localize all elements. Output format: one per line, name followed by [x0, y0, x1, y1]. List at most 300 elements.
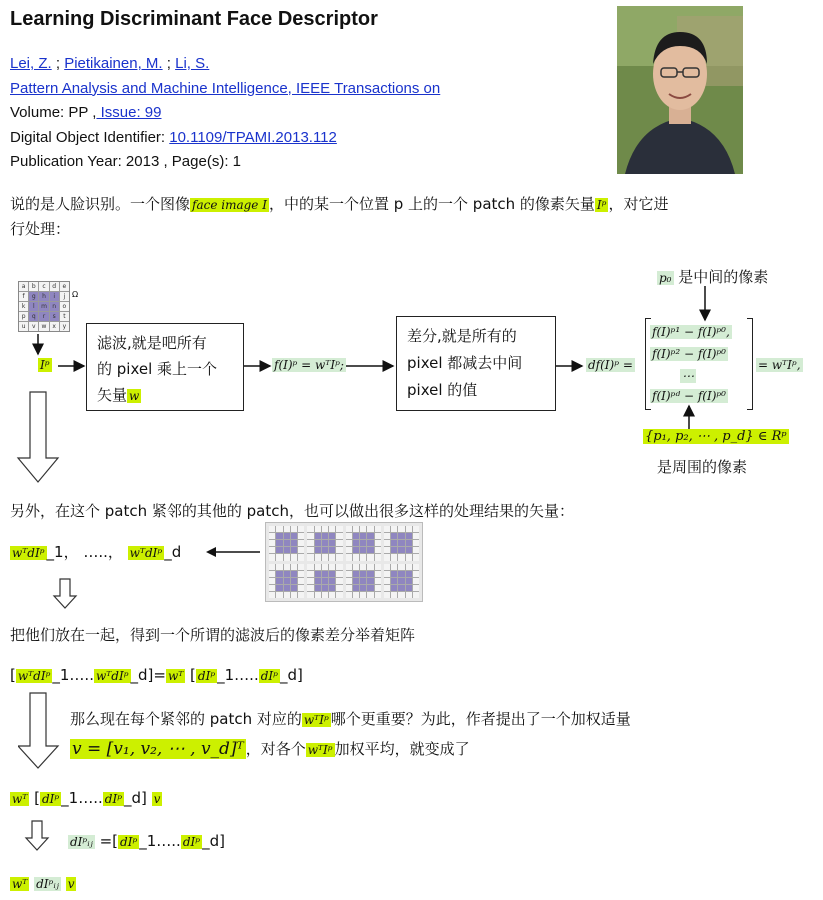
neighbor-patch-cell	[315, 578, 321, 584]
neighbor-patch-cell	[346, 571, 352, 577]
neighbor-patch-cell	[336, 547, 342, 553]
dip-index-d: _d]	[279, 666, 303, 684]
paper-title: Learning Discriminant Face Descriptor	[10, 8, 378, 30]
author-separator: ;	[51, 55, 65, 72]
neighbor-patch-cell	[284, 571, 290, 577]
patch-cell: a	[19, 282, 28, 291]
neighbor-patch-cell	[360, 526, 366, 532]
neighbor-patch-cell	[398, 571, 404, 577]
neighbor-patch-cell	[329, 592, 335, 598]
neighbor-patch-cell	[391, 526, 397, 532]
authors-line	[10, 52, 610, 77]
neighbor-patch-cell	[276, 540, 282, 546]
neighbor-patch-cell	[315, 554, 321, 560]
paragraph-neighbors: 另外，在这个 patch 紧邻的其他的 patch，也可以做出很多这样的处理结果的矢量：	[10, 502, 575, 520]
author-link-li[interactable]: Li, S.	[175, 55, 210, 72]
neighbor-patch-cell	[291, 585, 297, 591]
neighbor-patch-cell	[406, 540, 412, 546]
neighbor-patch-cell	[398, 547, 404, 553]
neighbor-patch-cell	[346, 540, 352, 546]
down-arrow-small-icon	[24, 820, 50, 852]
neighbor-patch-cell	[298, 592, 304, 598]
neighbor-patch-cell	[353, 578, 359, 584]
neighbor-patch-cell	[360, 547, 366, 553]
neighbor-patch-cell	[315, 571, 321, 577]
neighbor-patch-cell	[329, 547, 335, 553]
neighbor-patch-cell	[284, 564, 290, 570]
neighbor-patch	[269, 526, 304, 561]
neighbor-patch-cell	[413, 540, 419, 546]
rhs-equation	[756, 357, 803, 373]
neighbor-patch	[384, 526, 419, 561]
dip-term-dc: dIᵖ	[182, 835, 201, 849]
neighbor-patch-cell	[269, 526, 275, 532]
patch-cell: k	[19, 302, 28, 311]
neighbor-patch-cell	[307, 533, 313, 539]
neighbor-patch-cell	[284, 526, 290, 532]
neighbor-patch-cell	[276, 554, 282, 560]
neighbor-patch-cell	[406, 571, 412, 577]
wdip-line	[10, 541, 181, 562]
neighbor-patch-cell	[367, 592, 373, 598]
dip-term-1: dIᵖ	[197, 669, 216, 683]
neighbor-patch-cell	[291, 578, 297, 584]
arrow-left-icon	[206, 544, 262, 560]
p0-caption: 是中间的像素	[678, 268, 769, 286]
neighbor-patch-cell	[346, 578, 352, 584]
filter-box	[86, 323, 244, 411]
dij-line	[68, 832, 225, 850]
weight-vector-line	[70, 738, 470, 759]
neighbor-patch-cell	[353, 547, 359, 553]
neighbor-patch-cell	[391, 554, 397, 560]
neighbor-patch-cell	[346, 547, 352, 553]
neighbor-patch-cell	[329, 533, 335, 539]
neighbor-patch-cell	[367, 547, 373, 553]
neighbor-patch-cell	[284, 540, 290, 546]
neighbor-patch-cell	[384, 578, 390, 584]
neighbor-patch-cell	[375, 585, 381, 591]
neighbor-patch-cell	[276, 526, 282, 532]
matrix-index-1: _1…..	[52, 666, 94, 684]
w-transpose-2: wᵀ	[12, 792, 28, 806]
neighbor-patch-cell	[322, 578, 328, 584]
neighbor-patch-cell	[391, 564, 397, 570]
neighbor-patch-cell	[391, 533, 397, 539]
bracket-open-2: [	[185, 666, 196, 684]
weight-text-1: 那么现在每个紧邻的 patch 对应的	[70, 710, 302, 728]
neighbor-patch-cell	[298, 547, 304, 553]
neighbor-patch-cell	[406, 526, 412, 532]
neighbor-patch-cell	[384, 564, 390, 570]
neighbor-patch-cell	[406, 564, 412, 570]
neighbor-patch-cell	[384, 571, 390, 577]
neighbor-patch-cell	[346, 526, 352, 532]
matrix-line	[10, 666, 303, 684]
patch-cell: y	[60, 322, 69, 331]
dip-index-1: _1…..	[217, 666, 259, 684]
neighbor-patch-cell	[353, 585, 359, 591]
neighbor-patch-cell	[367, 540, 373, 546]
wip-term-2: wᵀIᵖ	[307, 743, 333, 757]
dip-term-db: dIᵖ	[104, 792, 122, 806]
neighbor-patch-cell	[353, 571, 359, 577]
patch-cell: w	[39, 322, 48, 331]
down-arrow-large-icon	[18, 692, 60, 770]
final-v: v	[67, 877, 75, 891]
neighbor-patch-cell	[413, 533, 419, 539]
neighbor-patch-cell	[353, 526, 359, 532]
neighbor-patch-cell	[307, 564, 313, 570]
neighbor-patch-cell	[276, 571, 282, 577]
neighbor-patch-cell	[307, 578, 313, 584]
neighbor-patch-cell	[413, 526, 419, 532]
filter-box-line-2: 的 pixel 乘上一个	[97, 360, 218, 378]
final-dij: dIᵖᵢⱼ	[36, 877, 59, 891]
neighbor-patch-cell	[322, 554, 328, 560]
neighbor-set	[643, 428, 789, 444]
intro-text-3: ，对它进	[608, 195, 669, 213]
wdip-term-d: wᵀdIᵖ	[129, 546, 163, 560]
neighbor-patch-cell	[336, 578, 342, 584]
neighbor-patch-cell	[375, 564, 381, 570]
neighbor-patch-cell	[322, 547, 328, 553]
neighbor-patch-cell	[276, 585, 282, 591]
neighbor-patch-cell	[276, 547, 282, 553]
author-link-lei[interactable]: Lei, Z.	[10, 55, 52, 72]
wdip-term-1: wᵀdIᵖ	[12, 546, 45, 560]
neighbor-patch-cell	[367, 585, 373, 591]
neighbor-patch-cell	[413, 547, 419, 553]
neighbor-patch-cell	[346, 564, 352, 570]
neighbor-patch-cell	[375, 540, 381, 546]
face-image-formula: face image I	[192, 198, 267, 212]
neighbor-patch-cell	[336, 592, 342, 598]
neighbor-patch-cell	[398, 585, 404, 591]
neighbor-patch-cell	[413, 554, 419, 560]
neighbor-patch-cell	[291, 526, 297, 532]
patch-cell: h	[39, 292, 48, 301]
patch-cell: o	[60, 302, 69, 311]
neighbor-patch-cell	[336, 526, 342, 532]
paragraph-matrix: 把他们放在一起，得到一个所谓的滤波后的像素差分举着矩阵	[10, 626, 416, 644]
down-arrow-icon	[52, 578, 78, 610]
neighbor-patch-cell	[398, 592, 404, 598]
neighbor-patch-cell	[360, 564, 366, 570]
neighbor-patch-cell	[322, 540, 328, 546]
neighbor-patch-cell	[284, 592, 290, 598]
neighbor-patch-cell	[329, 564, 335, 570]
w-vector-label: w	[129, 389, 140, 403]
neighbor-patch-cell	[322, 564, 328, 570]
neighbor-patch-cell	[398, 564, 404, 570]
neighbor-patch-cell	[298, 585, 304, 591]
neighbor-patch-cell	[284, 585, 290, 591]
weight-question	[70, 708, 631, 729]
author-photo	[617, 6, 743, 174]
neighbor-patch-cell	[336, 571, 342, 577]
citation-block	[10, 52, 610, 175]
patch-cell: p	[19, 312, 28, 321]
neighbor-patch-cell	[329, 585, 335, 591]
neighbor-patch	[346, 526, 381, 561]
neighbor-patch-cell	[346, 585, 352, 591]
neighbor-patch-cell	[269, 578, 275, 584]
neighbor-patch-cell	[367, 533, 373, 539]
rhs-equation-text: = wᵀIᵖ,	[758, 358, 801, 372]
matrix-term-1: wᵀdIᵖ	[17, 669, 51, 683]
wdip-dots: …..，	[78, 543, 123, 561]
neighbor-patch-cell	[322, 526, 328, 532]
neighbor-patch-cell	[269, 585, 275, 591]
neighbor-patches-image	[265, 522, 423, 602]
neighbor-patch-cell	[391, 585, 397, 591]
filter-box-line-3: 矢量	[97, 386, 128, 404]
neighbor-patch-cell	[329, 578, 335, 584]
neighbor-patch-cell	[307, 547, 313, 553]
patch-cell: l	[29, 302, 38, 311]
neighbor-patch-cell	[384, 592, 390, 598]
matrix-row-1: f(I)ᵖ¹ − f(I)ᵖ⁰,	[652, 325, 730, 339]
neighbor-patch-cell	[276, 578, 282, 584]
patch-cell: e	[60, 282, 69, 291]
journal-link[interactable]: Pattern Analysis and Machine Intelligence, IEEE Transactions on	[10, 79, 441, 97]
neighbor-patch-cell	[336, 564, 342, 570]
neighbor-patch-cell	[375, 554, 381, 560]
publication-year: Publication Year: 2013 , Page(s): 1	[10, 153, 241, 170]
neighbor-patch-cell	[346, 554, 352, 560]
neighbor-patch-cell	[406, 547, 412, 553]
patch-cell: c	[39, 282, 48, 291]
neighbor-patch-cell	[360, 578, 366, 584]
dip-term-1c: dIᵖ	[120, 835, 138, 849]
neighbor-patch-cell	[367, 554, 373, 560]
neighbor-patch-cell	[329, 540, 335, 546]
df-equation-text: df(I)ᵖ =	[588, 358, 633, 372]
neighbor-patch-cell	[391, 540, 397, 546]
neighbor-patch	[384, 564, 419, 599]
matrix-index-d: _d]=	[130, 666, 166, 684]
neighbor-patch-cell	[406, 533, 412, 539]
neighbor-patch-cell	[360, 592, 366, 598]
neighbor-patch-cell	[353, 554, 359, 560]
neighbor-patch-cell	[307, 526, 313, 532]
final-expression	[10, 874, 76, 892]
matrix-term-d: wᵀdIᵖ	[95, 669, 129, 683]
neighbor-patch-cell	[375, 578, 381, 584]
patch-cell: u	[19, 322, 28, 331]
bracket-open-3: [	[29, 789, 40, 807]
f-equation-text: f(I)ᵖ = wᵀIᵖ;	[274, 358, 344, 372]
neighbor-caption: 是周围的像素	[657, 458, 748, 476]
dip-term-d: dIᵖ	[260, 669, 278, 683]
neighbor-patch-cell	[346, 592, 352, 598]
neighbor-patch-cell	[398, 540, 404, 546]
patch-cell: g	[29, 292, 38, 301]
patch-cell: r	[39, 312, 48, 321]
neighbor-patch-cell	[336, 533, 342, 539]
neighbor-patch-cell	[360, 554, 366, 560]
ip-formula: Iᵖ	[596, 198, 607, 212]
neighbor-patch-cell	[375, 533, 381, 539]
neighbor-patch-cell	[291, 547, 297, 553]
matrix-row-ellipsis: ⋯	[682, 369, 694, 383]
neighbor-patch-cell	[391, 592, 397, 598]
neighbor-patch-cell	[322, 585, 328, 591]
neighbor-patch-cell	[375, 547, 381, 553]
neighbor-patch-cell	[406, 554, 412, 560]
neighbor-patch-cell	[336, 585, 342, 591]
dip-term-1b: dIᵖ	[41, 792, 60, 806]
dip-index-db: _d]	[124, 789, 152, 807]
patch-cell: q	[29, 312, 38, 321]
volume-line	[10, 101, 610, 126]
neighbor-patch-cell	[284, 578, 290, 584]
w-transpose: wᵀ	[167, 669, 184, 683]
neighbor-patch-cell	[315, 564, 321, 570]
patch-cell: f	[19, 292, 28, 301]
author-link-pietikainen[interactable]: Pietikainen, M.	[64, 55, 163, 72]
neighbor-patch-cell	[315, 526, 321, 532]
neighbor-patch-cell	[315, 547, 321, 553]
neighbor-patch-cell	[291, 533, 297, 539]
neighbor-patch-cell	[406, 592, 412, 598]
neighbor-patch-cell	[353, 540, 359, 546]
patch-cell: j	[60, 292, 69, 301]
neighbor-patch-cell	[353, 533, 359, 539]
neighbor-patch-cell	[284, 547, 290, 553]
dij-equals: =[	[94, 832, 119, 850]
neighbor-patch-cell	[360, 585, 366, 591]
issue-link[interactable]: Issue: 99	[96, 104, 162, 121]
neighbor-patch-cell	[276, 592, 282, 598]
neighbor-patch-cell	[353, 592, 359, 598]
neighbor-patch-cell	[298, 526, 304, 532]
neighbor-patch-cell	[298, 571, 304, 577]
patch-cell: b	[29, 282, 38, 291]
neighbor-patch-cell	[322, 571, 328, 577]
doi-link[interactable]: 10.1109/TPAMI.2013.112	[169, 128, 337, 146]
p0-label: p₀	[659, 271, 672, 285]
neighbor-patch	[346, 564, 381, 599]
neighbor-patch-cell	[284, 533, 290, 539]
weighted-line	[10, 789, 162, 807]
neighbor-patch-cell	[406, 578, 412, 584]
bracket-open: [	[10, 666, 16, 684]
neighbor-patch-cell	[307, 540, 313, 546]
neighbor-patch-cell	[336, 554, 342, 560]
neighbor-patch-cell	[269, 554, 275, 560]
neighbor-patch-cell	[298, 578, 304, 584]
difference-box-line-1: 差分,就是所有的	[407, 327, 517, 345]
neighbor-patch-cell	[298, 533, 304, 539]
wip-term: wᵀIᵖ	[303, 713, 329, 727]
neighbor-patch-cell	[329, 571, 335, 577]
neighbor-set-formula: {p₁, p₂, ⋯ , p_d} ∈ Rᵖ	[645, 429, 787, 444]
neighbor-patch-cell	[384, 585, 390, 591]
neighbor-patch-cell	[406, 585, 412, 591]
neighbor-patch-cell	[367, 526, 373, 532]
neighbor-patch-cell	[298, 540, 304, 546]
neighbor-patch	[307, 526, 342, 561]
final-w: wᵀ	[12, 877, 28, 891]
author-separator: ;	[162, 55, 176, 72]
difference-box-line-3: pixel 的值	[407, 381, 478, 399]
neighbor-patch-cell	[322, 533, 328, 539]
weight-text-4: 加权平均，就变成了	[334, 740, 470, 758]
neighbor-patch-cell	[398, 526, 404, 532]
neighbor-patch-cell	[291, 540, 297, 546]
neighbor-patch-cell	[307, 571, 313, 577]
neighbor-patch-cell	[322, 592, 328, 598]
neighbor-patch-cell	[291, 571, 297, 577]
neighbor-patch-cell	[413, 571, 419, 577]
neighbor-patch-cell	[413, 578, 419, 584]
neighbor-patch-cell	[391, 571, 397, 577]
side-mark: Ω	[72, 290, 79, 299]
patch-cell: m	[41, 303, 47, 310]
neighbor-patch-cell	[367, 564, 373, 570]
neighbor-patch-cell	[291, 564, 297, 570]
neighbor-patch-cell	[384, 526, 390, 532]
neighbor-patch-cell	[315, 592, 321, 598]
neighbor-patch-cell	[298, 554, 304, 560]
volume-label: Volume: PP ,	[10, 104, 97, 121]
neighbor-patch-cell	[307, 585, 313, 591]
neighbor-patch-cell	[353, 564, 359, 570]
difference-box-line-2: pixel 都减去中间	[407, 354, 523, 372]
neighbor-patch-cell	[384, 554, 390, 560]
neighbor-patch-cell	[329, 526, 335, 532]
wdip-index-1: _1，	[46, 543, 79, 561]
neighbor-patch-cell	[413, 564, 419, 570]
neighbor-patch-cell	[391, 578, 397, 584]
neighbor-patch-cell	[315, 533, 321, 539]
patch-cell: n	[50, 302, 59, 311]
patch-cell: x	[50, 322, 59, 331]
intro-text-2: ，中的某一个位置 p 上的一个 patch 的像素矢量	[268, 195, 595, 213]
neighbor-patch-cell	[346, 533, 352, 539]
neighbor-patch-cell	[384, 533, 390, 539]
neighbor-patch-cell	[384, 540, 390, 546]
weight-text-2: 哪个更重要？为此，作者提出了一个加权适量	[330, 710, 631, 728]
neighbor-patch-cell	[269, 547, 275, 553]
neighbor-patch-cell	[398, 578, 404, 584]
neighbor-patch-cell	[391, 547, 397, 553]
neighbor-patch-cell	[298, 564, 304, 570]
difference-box	[396, 316, 556, 411]
neighbor-patch-cell	[329, 554, 335, 560]
matrix-row-2: f(I)ᵖ² − f(I)ᵖ⁰	[652, 347, 726, 361]
neighbor-patch-cell	[375, 571, 381, 577]
neighbor-patch-cell	[307, 554, 313, 560]
neighbor-patch-cell	[276, 533, 282, 539]
doi-label: Digital Object Identifier:	[10, 128, 170, 146]
neighbor-patch-cell	[413, 585, 419, 591]
p0-annotation	[657, 266, 768, 287]
df-equation	[586, 357, 635, 373]
dij-term: dIᵖᵢⱼ	[70, 835, 93, 849]
neighbor-patch-cell	[269, 571, 275, 577]
patch-cell: i	[50, 292, 59, 301]
neighbor-patch-cell	[375, 526, 381, 532]
patch-cell: s	[50, 312, 59, 321]
neighbor-patch	[269, 564, 304, 599]
wdip-index-d: _d	[164, 543, 182, 561]
neighbor-patch-cell	[367, 571, 373, 577]
neighbor-patch-cell	[360, 540, 366, 546]
neighbor-patch-cell	[307, 592, 313, 598]
